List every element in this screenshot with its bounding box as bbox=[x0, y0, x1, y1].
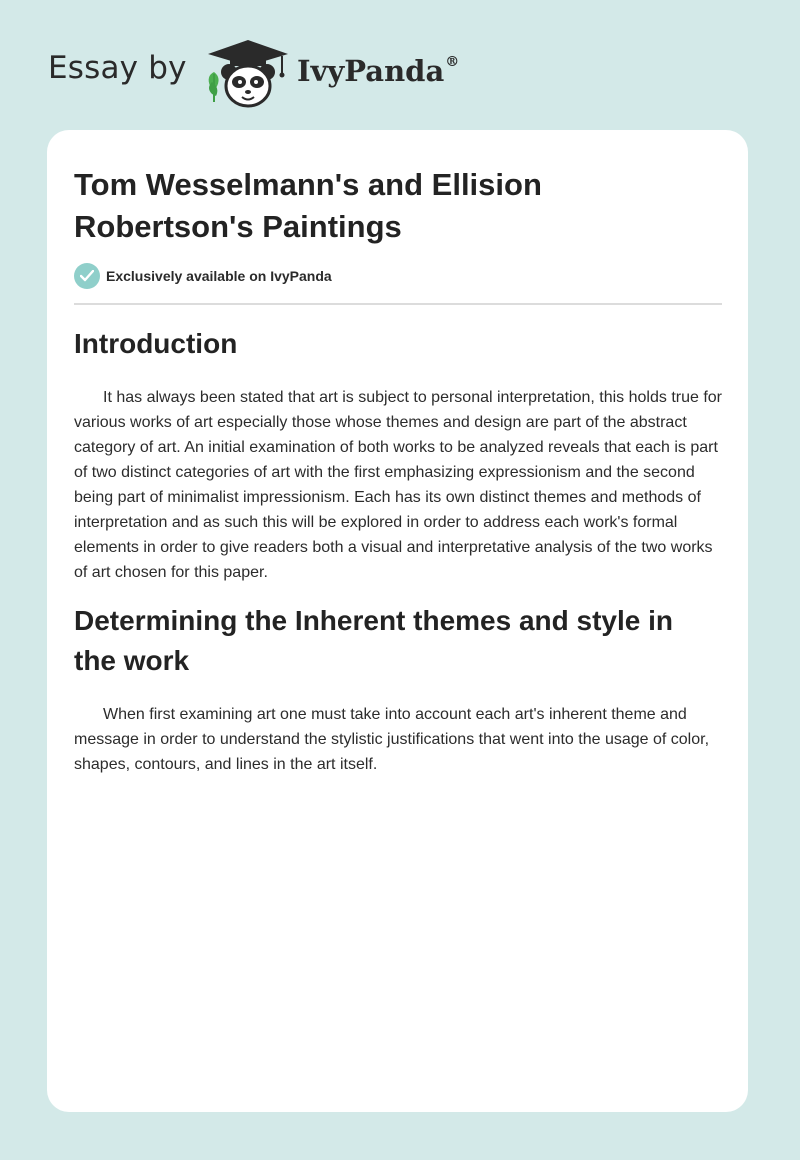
section-body-themes: When first examining art one must take into account each art's inherent theme and message in order to understand the stylistic justifications that went into the usage of color, shapes, contours, and lines in the art itself. bbox=[74, 706, 710, 773]
page-title: Tom Wesselmann's and Ellision Robertson's Paintings bbox=[74, 167, 542, 244]
section-heading-introduction: Introduction bbox=[74, 328, 238, 359]
brand-name[interactable] bbox=[297, 54, 459, 88]
exclusive-badge bbox=[74, 263, 332, 289]
divider bbox=[74, 303, 722, 305]
badge-text: Exclusively available on IvyPanda bbox=[106, 268, 332, 284]
registered-mark: ® bbox=[445, 54, 460, 71]
essay-card bbox=[47, 130, 748, 1112]
brand-text: IvyPanda bbox=[297, 54, 445, 88]
panda-graduation-cap-icon[interactable] bbox=[202, 36, 294, 110]
section-body-introduction: It has always been stated that art is subject to personal interpretation, this holds true for various works of art especially those whose themes and design are part of the abstract category of art. An initial examination of both works to be analyzed reveals that each is part of two distinct categories of art with the first emphasizing expressionism and the second being part of minimalist impressionism. Each has its own distinct themes and methods of interpretation and as such this will be explored in order to address each work's formal elements in order to give readers both a visual and interpretative analysis of the two works of art chosen for this paper. bbox=[74, 389, 723, 581]
site-header bbox=[48, 36, 508, 112]
section-heading-themes: Determining the Inherent themes and style in the work bbox=[74, 605, 674, 676]
essay-by-label: Essay by bbox=[48, 50, 187, 86]
check-circle-icon bbox=[74, 263, 100, 289]
